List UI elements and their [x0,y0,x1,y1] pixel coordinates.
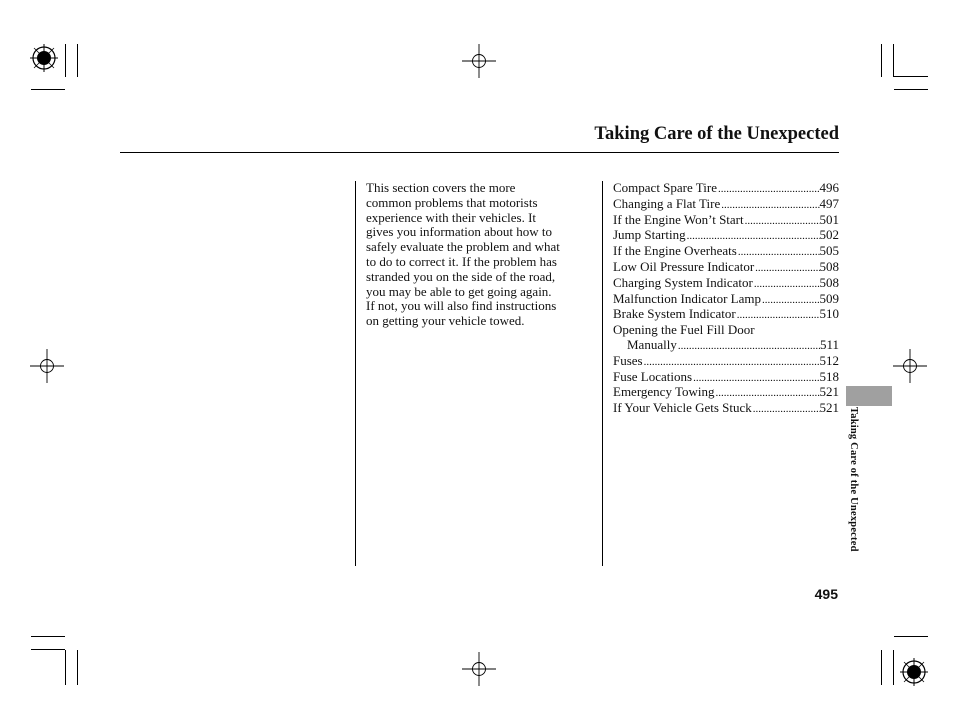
intro-line: This section covers the more [366,180,516,195]
crosshair-top-icon [462,44,496,78]
registration-target-icon [900,658,928,686]
intro-paragraph [366,181,598,329]
crosshair-bottom-icon [462,652,496,686]
intro-line: you may be able to get going again. [366,283,552,299]
header-rule [120,152,839,153]
intro-line: experience with their vehicles. It [366,209,537,225]
page-title: Taking Care of the Unexpected [594,124,839,144]
registration-target-icon [30,44,58,72]
crosshair-right-icon [893,349,927,383]
toc-entry-charging-system[interactable]: Charging System Indicator ..... 508 [613,276,839,292]
intro-line: common problems that motorists [366,194,538,210]
intro-line: on getting your vehicle towed. [366,313,525,329]
section-contents-list [613,181,839,417]
intro-line: stranded you on the side of the road, [366,268,556,284]
toc-entry-fuses[interactable]: Fuses ..... 512 [613,354,839,370]
intro-line: gives you information about how to [366,224,552,240]
toc-entry-engine-overheats[interactable]: If the Engine Overheats ..... 505 [613,244,839,260]
toc-entry-low-oil-pressure[interactable]: Low Oil Pressure Indicator ..... 508 [613,260,839,276]
section-tab-label: Taking Care of the Unexpected [848,407,859,552]
toc-entry-vehicle-stuck[interactable]: If Your Vehicle Gets Stuck ..... 521 [613,401,839,417]
toc-entry-malfunction-lamp[interactable]: Malfunction Indicator Lamp ..... 509 [613,292,839,308]
toc-entry-fuel-door-heading[interactable]: Opening the Fuel Fill Door [613,322,755,338]
toc-entry-changing-flat-tire[interactable]: Changing a Flat Tire ..... 497 [613,197,839,213]
toc-entry-compact-spare-tire[interactable]: Compact Spare Tire ..... 496 [613,181,839,197]
crosshair-left-icon [30,349,64,383]
column-divider-left [355,181,356,566]
toc-entry-fuel-door-manually[interactable]: Manually ..... 511 [613,338,839,354]
toc-entry-brake-system[interactable]: Brake System Indicator ..... 510 [613,307,839,323]
page-number: 495 [814,586,838,602]
toc-entry-fuse-locations[interactable]: Fuse Locations ..... 518 [613,370,839,386]
toc-entry-engine-wont-start[interactable]: If the Engine Won’t Start ..... 501 [613,213,839,229]
intro-line: to do to correct it. If the problem has [366,253,557,269]
toc-entry-emergency-towing[interactable]: Emergency Towing ..... 521 [613,385,839,401]
column-divider-right [602,181,603,566]
intro-line: If not, you will also find instructions [366,298,557,314]
intro-line: safely evaluate the problem and what [366,239,560,255]
toc-entry-jump-starting[interactable]: Jump Starting ..... 502 [613,228,839,244]
section-tab [846,386,892,406]
